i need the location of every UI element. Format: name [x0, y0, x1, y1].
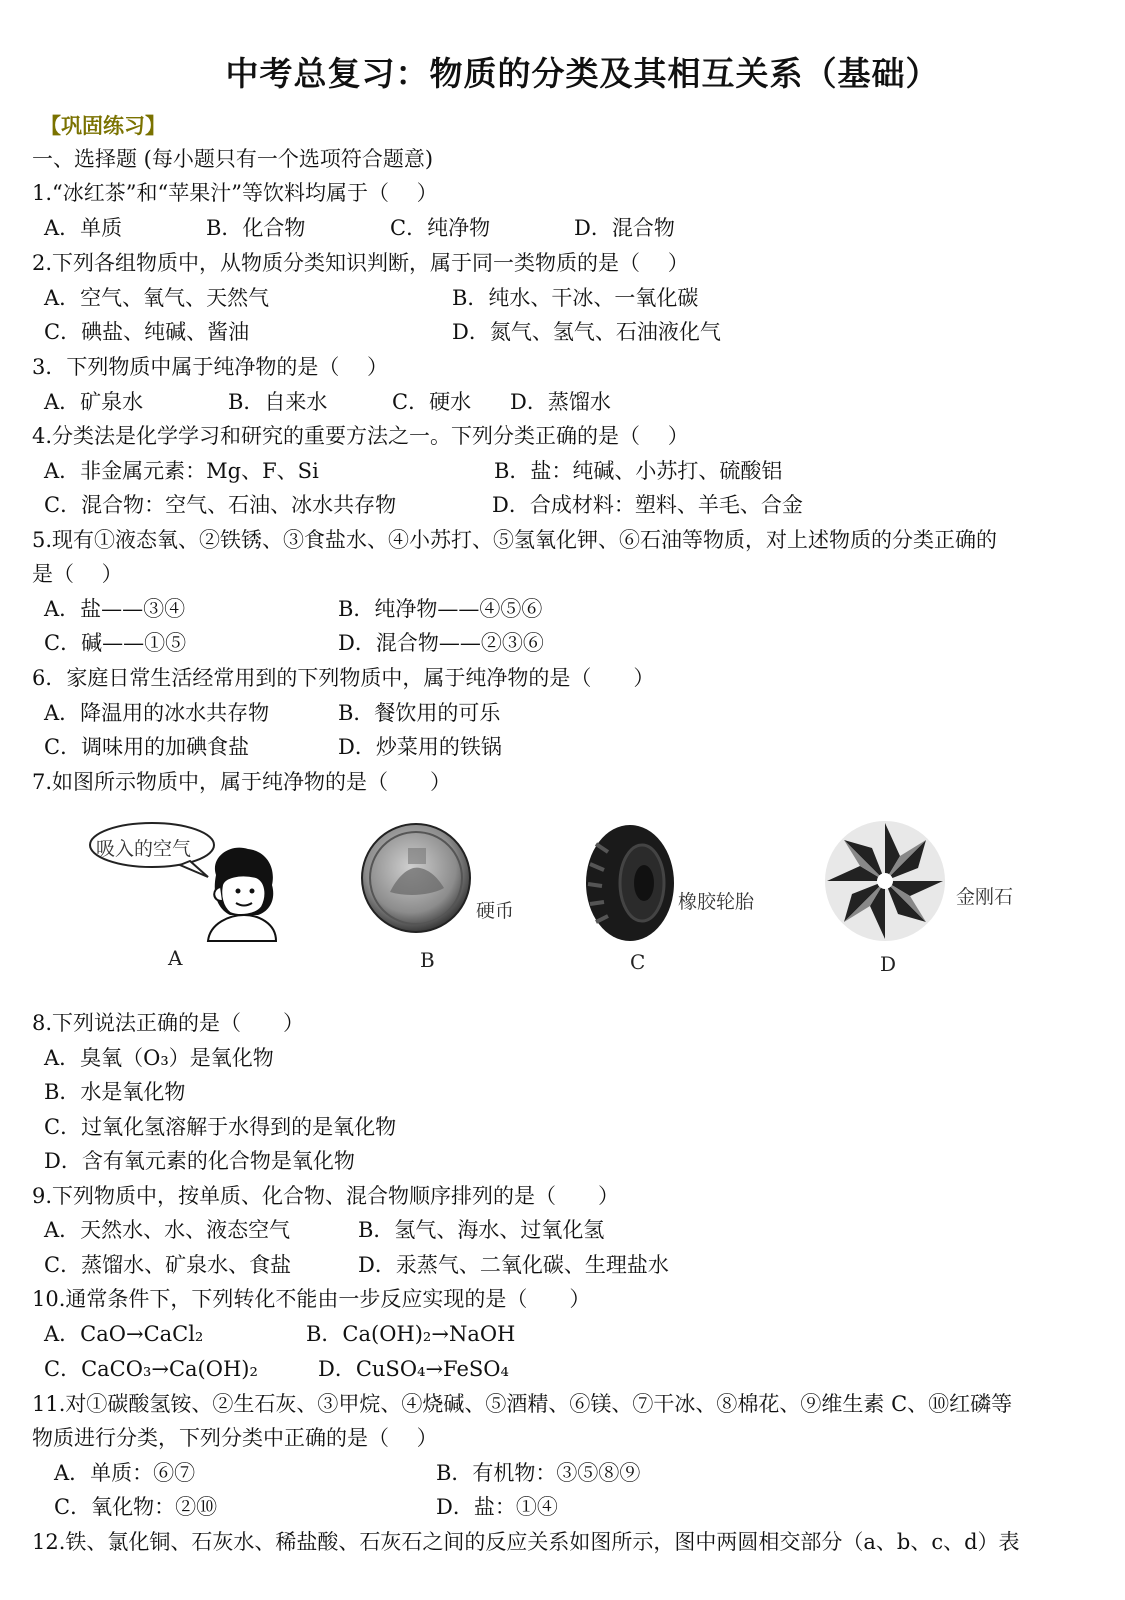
- q8-stem: 8.下列说法正确的是（ ）: [32, 1011, 305, 1035]
- q2-option-d: D．氮气、氢气、石油液化气: [452, 320, 721, 344]
- q3-option-b: B．自来水: [228, 390, 328, 414]
- section-label: 【巩固练习】: [40, 114, 166, 138]
- q4-option-a: A．非金属元素：Mg、F、Si: [44, 459, 319, 483]
- figure-c-tire-image: [582, 822, 678, 944]
- q9-stem: 9.下列物质中，按单质、化合物、混合物顺序排列的是（ ）: [32, 1184, 620, 1208]
- q10-option-b: B．Ca(OH)₂→NaOH: [306, 1322, 516, 1346]
- page-title: 中考总复习：物质的分类及其相互关系（基础）: [225, 54, 940, 93]
- q9-option-c: C．蒸馏水、矿泉水、食盐: [44, 1253, 292, 1277]
- q7-stem: 7.如图所示物质中，属于纯净物的是（ ）: [32, 770, 452, 794]
- q3-option-c: C．硬水: [392, 390, 472, 414]
- q1-option-c: C．纯净物: [390, 216, 491, 240]
- q4-option-b: B．盐：纯碱、小苏打、硫酸铝: [494, 459, 783, 483]
- q1-option-b: B．化合物: [206, 216, 306, 240]
- q8-option-b: B．水是氧化物: [44, 1080, 186, 1104]
- q9-option-a: A．天然水、水、液态空气: [44, 1218, 291, 1242]
- figure-d-caption: 金刚石: [956, 886, 1014, 908]
- figure-a-bubble-text: 吸入的空气: [96, 838, 192, 860]
- q5-option-c: C．碱——①⑤: [44, 631, 187, 655]
- q4-option-c: C．混合物：空气、石油、冰水共存物: [44, 493, 397, 517]
- q2-option-a: A．空气、氧气、天然气: [44, 286, 270, 310]
- q4-option-d: D．合成材料：塑料、羊毛、合金: [492, 493, 803, 517]
- figure-b-coin-image: [360, 822, 472, 934]
- q3-option-d: D．蒸馏水: [510, 390, 611, 414]
- q5-option-d: D．混合物——②③⑥: [338, 631, 544, 655]
- q1-option-d: D．混合物: [574, 216, 675, 240]
- q6-stem: 6．家庭日常生活经常用到的下列物质中，属于纯净物的是（ ）: [32, 666, 655, 690]
- q1-stem: 1.“冰红茶”和“苹果汁”等饮料均属于（ ）: [32, 181, 438, 205]
- q6-option-d: D．炒菜用的铁锅: [338, 735, 502, 759]
- q5-option-b: B．纯净物——④⑤⑥: [338, 597, 543, 621]
- q6-option-b: B．餐饮用的可乐: [338, 701, 501, 725]
- q2-stem: 2.下列各组物质中，从物质分类知识判断，属于同一类物质的是（ ）: [32, 251, 689, 275]
- q11-stem-line1: 11.对①碳酸氢铵、②生石灰、③甲烷、④烧碱、⑤酒精、⑥镁、⑦干冰、⑧棉花、⑨维生素 C、⑩红磷等: [32, 1392, 1013, 1416]
- q6-option-c: C．调味用的加碘食盐: [44, 735, 250, 759]
- figure-c-letter: C: [630, 950, 646, 974]
- figure-b-letter: B: [420, 948, 435, 972]
- q8-option-d: D．含有氧元素的化合物是氧化物: [44, 1149, 355, 1173]
- q3-option-a: A．矿泉水: [44, 390, 144, 414]
- q5-stem-line2: 是（ ）: [32, 562, 123, 586]
- figure-d-letter: D: [880, 952, 897, 976]
- q9-option-b: B．氢气、海水、过氧化氢: [358, 1218, 605, 1242]
- q5-stem-line1: 5.现有①液态氧、②铁锈、③食盐水、④小苏打、⑤氢氧化钾、⑥石油等物质，对上述物质的分类正确的: [32, 528, 998, 552]
- q10-option-d: D．CuSO₄→FeSO₄: [318, 1357, 509, 1381]
- q3-stem: 3．下列物质中属于纯净物的是（ ）: [32, 355, 389, 379]
- figure-c-caption: 橡胶轮胎: [678, 891, 755, 913]
- q11-option-b: B．有机物：③⑤⑧⑨: [436, 1461, 641, 1485]
- q11-stem-line2: 物质进行分类，下列分类中正确的是（ ）: [32, 1426, 438, 1450]
- q11-option-d: D．盐：①④: [436, 1495, 558, 1519]
- q2-option-c: C．碘盐、纯碱、酱油: [44, 320, 250, 344]
- q5-option-a: A．盐——③④: [44, 597, 186, 621]
- q4-stem: 4.分类法是化学学习和研究的重要方法之一。下列分类正确的是（ ）: [32, 424, 689, 448]
- q11-option-c: C．氧化物：②⑩: [54, 1495, 218, 1519]
- q1-option-a: A．单质: [44, 216, 123, 240]
- figure-a-letter: A: [168, 946, 183, 970]
- figure-d-diamond-image: [822, 818, 948, 944]
- q10-option-c: C．CaCO₃→Ca(OH)₂: [44, 1357, 258, 1381]
- figure-b-caption: 硬币: [476, 900, 515, 922]
- q10-option-a: A．CaO→CaCl₂: [44, 1322, 204, 1346]
- q8-option-c: C．过氧化氢溶解于水得到的是氧化物: [44, 1115, 397, 1139]
- q11-option-a: A．单质：⑥⑦: [54, 1461, 196, 1485]
- q10-stem: 10.通常条件下，下列转化不能由一步反应实现的是（ ）: [32, 1287, 591, 1311]
- part1-heading: 一、选择题 (每小题只有一个选项符合题意): [32, 147, 434, 171]
- q12-stem-line1: 12.铁、氯化铜、石灰水、稀盐酸、石灰石之间的反应关系如图所示，图中两圆相交部分（a、b、c、d）表: [32, 1530, 1020, 1554]
- q6-option-a: A．降温用的冰水共存物: [44, 701, 270, 725]
- q9-option-d: D．汞蒸气、二氧化碳、生理盐水: [358, 1253, 669, 1277]
- q2-option-b: B．纯水、干冰、一氧化碳: [452, 286, 699, 310]
- q8-option-a: A．臭氧（O₃）是氧化物: [44, 1046, 274, 1070]
